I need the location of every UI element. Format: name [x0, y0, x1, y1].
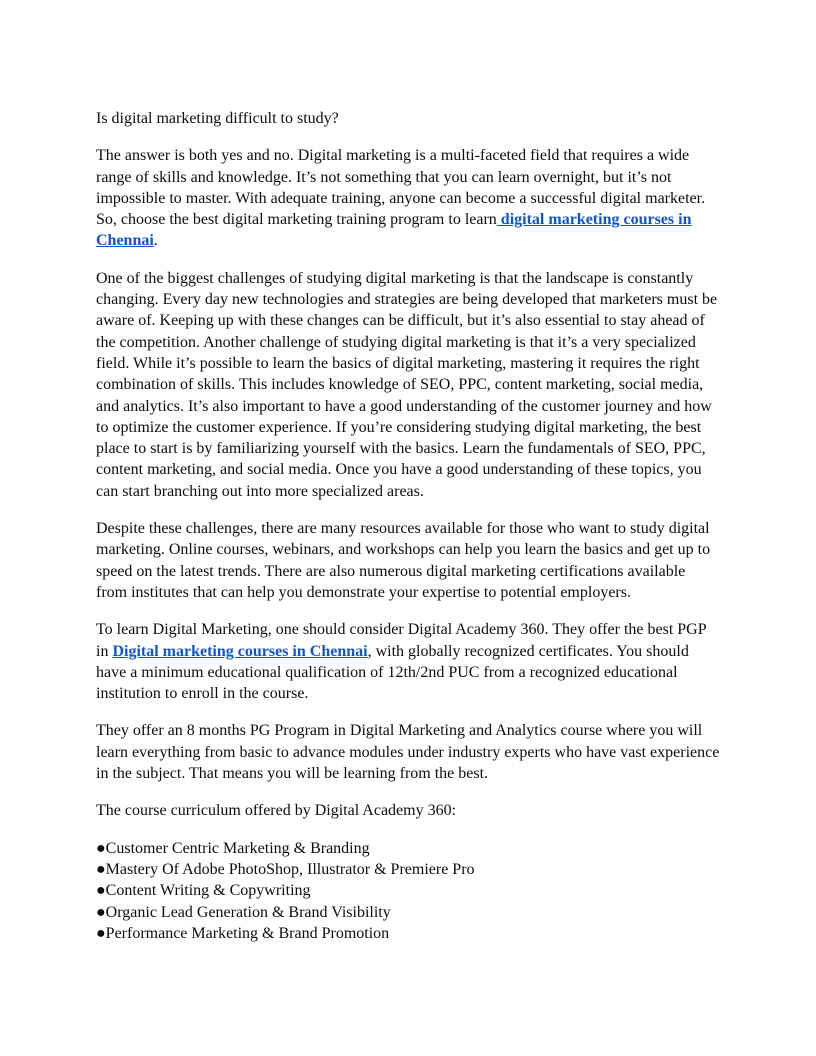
list-item-label: Content Writing & Copywriting: [105, 882, 311, 900]
list-item-label: Customer Centric Marketing & Branding: [105, 839, 370, 857]
list-item-label: Organic Lead Generation & Brand Visibility: [105, 903, 391, 921]
list-item: [96, 859, 720, 880]
paragraph-resources: Despite these challenges, there are many resources available for those who want to study digital marketing. Online courses, webinars, and workshops can help you learn the basics and get up to speed on the latest trends. There are also numerous digital marketing certifications available from institutes that can help you demonstrate your expertise to potential employers.: [96, 520, 711, 601]
paragraph-challenges: One of the biggest challenges of studying digital marketing is that the landscape is constantly changing. Every day new technologies and strategies are being developed that marketers must be aware of. Keeping up with these changes can be difficult, but it’s also essential to stay ahead of the competition. Another challenge of studying digital marketing is that it’s a very specialized field. While it’s possible to learn the basics of digital marketing, mastering it requires the right combination of skills. This includes knowledge of SEO, PPC, content marketing, social media, and analytics. It’s also important to have a good understanding of the customer journey and how to optimize the customer experience. If you’re considering studying digital marketing, the best place to start is by familiarizing yourself with the basics. Learn the fundamentals of SEO, PPC, content marketing, and social media. Once you have a good understanding of these topics, you can start branching out into more specialized areas.: [96, 269, 718, 500]
paragraph-intro: [96, 145, 720, 251]
list-item: [96, 838, 720, 859]
paragraph-intro-after: .: [153, 232, 158, 250]
bullet-icon: ●: [96, 903, 106, 921]
list-item: [96, 902, 720, 923]
paragraph-digital-academy-after: , with globally recognized certificates. You should have a minimum educational qualification of 12th/2nd PUC from a recognized educational institution to enroll in the course.: [96, 642, 689, 703]
list-item-label: Performance Marketing & Brand Promotion: [105, 924, 390, 942]
paragraph-digital-academy: [96, 619, 720, 704]
bullet-icon: ●: [96, 860, 106, 878]
bullet-icon: ●: [96, 839, 106, 857]
bullet-icon: ●: [96, 924, 106, 942]
paragraph-digital-academy-text: To learn Digital Marketing, one should consider Digital Academy 360. They offer the best PGP in: [96, 621, 707, 660]
link-digital-marketing-courses-chennai-1[interactable]: digital marketing courses in Chennai: [96, 211, 692, 250]
document-title: Is digital marketing difficult to study?: [96, 110, 339, 127]
paragraph-curriculum-heading: The course curriculum offered by Digital Academy 360:: [96, 802, 457, 820]
curriculum-list: [96, 838, 720, 944]
list-item-label: Mastery Of Adobe PhotoShop, Illustrator & Premiere Pro: [105, 860, 475, 878]
list-item: [96, 880, 720, 901]
link-digital-marketing-courses-chennai-2[interactable]: Digital marketing courses in Chennai: [112, 642, 368, 660]
paragraph-pg-program: They offer an 8 months PG Program in Digital Marketing and Analytics course where you will learn everything from basic to advance modules under industry experts who have vast experience in the subject. That means you will be learning from the best.: [96, 722, 720, 783]
paragraph-intro-text: The answer is both yes and no. Digital marketing is a multi-faceted field that requires a wide range of skills and knowledge. It’s not something that you can learn overnight, but it’s not impossible to master. With adequate training, anyone can become a successful digital marketer. So, choose the best digital marketing training program to learn: [96, 147, 706, 229]
bullet-icon: ●: [96, 882, 106, 900]
list-item: [96, 923, 720, 944]
